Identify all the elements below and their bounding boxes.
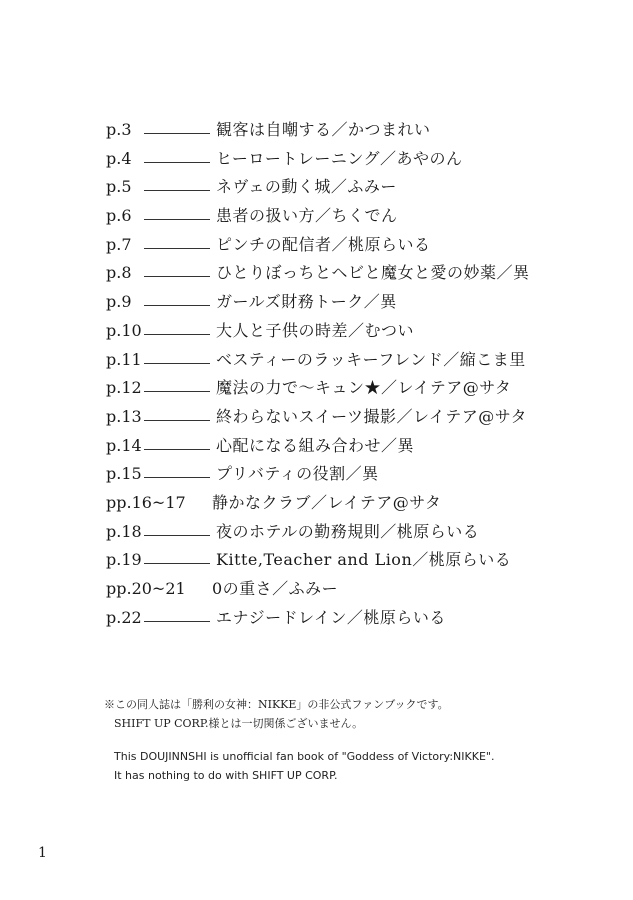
toc-leader-line: [144, 305, 210, 306]
disclaimer-en-line-2: It has nothing to do with SHIFT UP CORP.: [114, 769, 338, 782]
toc-title: 患者の扱い方／ちくでん: [216, 206, 398, 226]
toc-title: プリバティの役割／異: [216, 464, 379, 484]
toc-leader-line: [144, 621, 210, 622]
toc-title: 観客は自嘲する／かつまれい: [216, 120, 431, 139]
toc-entry: [106, 518, 606, 547]
toc-entry: [106, 374, 606, 403]
toc-leader-line: [144, 162, 210, 163]
toc-leader-line: [144, 334, 210, 335]
page-number: 1: [38, 845, 47, 861]
toc-entry: [106, 546, 606, 575]
toc-entry: [106, 259, 606, 288]
toc-entry: [106, 116, 606, 145]
toc-entry: [106, 317, 606, 346]
toc-page-number: p.8: [106, 263, 132, 283]
toc-entry: [106, 460, 606, 489]
toc-page-number: p.3: [106, 120, 132, 139]
toc-title: 夜のホテルの勤務規則／桃原らいる: [216, 521, 480, 541]
toc-title: 静かなクラブ／レイテア@サタ: [212, 492, 442, 512]
toc-entry: [106, 173, 606, 202]
toc-page-number: p.13: [106, 406, 142, 426]
disclaimer-jp-line-2: SHIFT UP CORP.様とは一切関係ございません。: [114, 717, 364, 730]
disclaimer-en-line-1: This DOUJINNSHI is unofficial fan book of "Goddess of Victory:NIKKE".: [114, 750, 495, 763]
table-of-contents: [106, 116, 606, 632]
toc-leader-line: [144, 133, 210, 134]
toc-leader-line: [144, 276, 210, 277]
toc-title: 終わらないスイーツ撮影／レイテア@サタ: [216, 406, 527, 426]
toc-leader-line: [144, 248, 210, 249]
toc-title: Kitte,Teacher and Lion／桃原らいる: [216, 550, 512, 570]
toc-entry: [106, 346, 606, 375]
toc-page-number: p.14: [106, 435, 142, 455]
toc-entry: [106, 202, 606, 231]
disclaimer-notice: [104, 695, 494, 785]
toc-leader-line: [144, 190, 210, 191]
toc-leader-line: [144, 219, 210, 220]
toc-title: 0の重さ／ふみー: [212, 579, 339, 598]
toc-entry: [106, 231, 606, 260]
toc-entry: [106, 575, 606, 604]
toc-page-number: p.5: [106, 177, 132, 197]
toc-title: ベスティーのラッキーフレンド／縮こま里: [216, 349, 526, 369]
disclaimer-spacer: [104, 733, 494, 747]
toc-page-number: p.7: [106, 234, 132, 254]
toc-title: ひとりぼっちとヘビと魔女と愛の妙薬／異: [216, 263, 530, 283]
toc-title: エナジードレイン／桃原らいる: [216, 607, 446, 627]
toc-leader-line: [144, 420, 210, 421]
toc-leader-line: [144, 563, 210, 564]
toc-page-number: p.9: [106, 292, 132, 312]
toc-leader-line: [144, 477, 210, 478]
toc-title: 心配になる組み合わせ／異: [216, 435, 415, 455]
toc-entry: [106, 403, 606, 432]
toc-page-number: pp.20~21: [106, 579, 186, 598]
toc-page-number: p.4: [106, 148, 132, 168]
toc-entry: [106, 145, 606, 174]
toc-title: ネヴェの動く城／ふみー: [216, 177, 397, 197]
toc-page-number: p.18: [106, 521, 142, 541]
toc-leader-line: [144, 391, 210, 392]
toc-page-number: p.6: [106, 206, 132, 226]
toc-page-number: p.22: [106, 607, 142, 627]
toc-entry: [106, 604, 606, 633]
toc-page-number: p.19: [106, 550, 142, 570]
disclaimer-jp-line-1: ※この同人誌は「勝利の女神：NIKKE」の非公式ファンブックです。: [104, 698, 449, 711]
toc-title: 魔法の力で〜キュン★／レイテア@サタ: [216, 378, 512, 398]
toc-leader-line: [144, 363, 210, 364]
toc-page-number: pp.16~17: [106, 492, 186, 512]
toc-entry: [106, 489, 606, 518]
toc-entry: [106, 432, 606, 461]
toc-leader-line: [144, 535, 210, 536]
toc-title: ヒーロートレーニング／あやのん: [216, 148, 463, 168]
toc-title: ガールズ財務トーク／異: [216, 292, 397, 312]
toc-page-number: p.11: [106, 349, 142, 369]
toc-page-number: p.10: [106, 320, 142, 340]
toc-page-number: p.15: [106, 464, 142, 484]
toc-title: 大人と子供の時差／むつい: [216, 320, 415, 340]
toc-page-number: p.12: [106, 378, 142, 398]
toc-leader-line: [144, 449, 210, 450]
toc-entry: [106, 288, 606, 317]
toc-title: ピンチの配信者／桃原らいる: [216, 234, 431, 254]
